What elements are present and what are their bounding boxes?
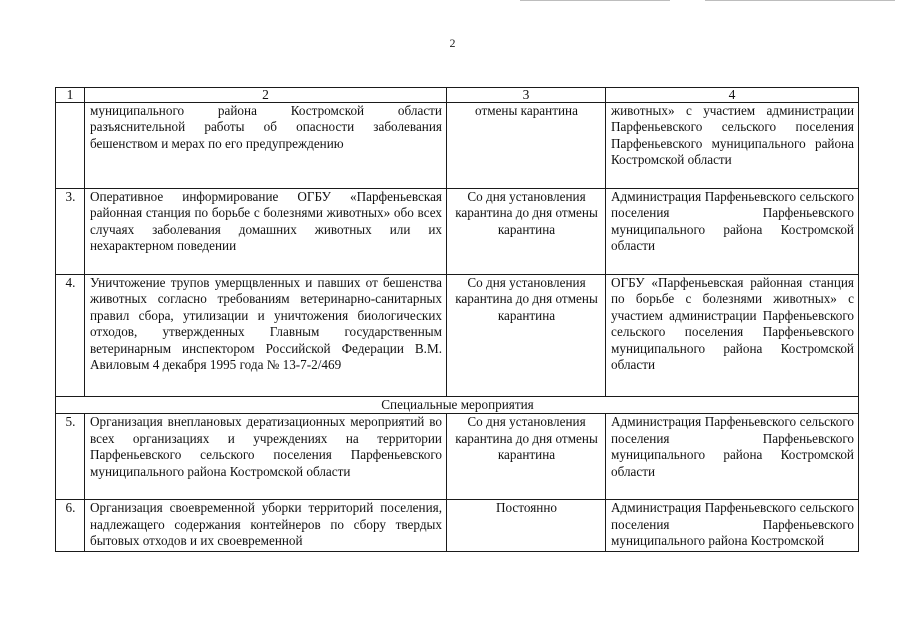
row-responsible: Администрация Парфеньевского сельского поселения Парфеньевского муниципального района Костромской области xyxy=(606,414,859,500)
row-action: Организация своевременной уборки территорий поселения, надлежащего содержания контейнеров по сбору твердых бытовых отходов и их своевременной xyxy=(85,500,447,552)
table-row xyxy=(56,189,859,275)
row-action: муниципального района Костромской области разъяснительной работы об опасности заболевания бешенством и мерах по его предупреждению xyxy=(85,103,447,189)
table-row xyxy=(56,103,859,189)
top-rule-2 xyxy=(705,0,895,1)
row-responsible: Администрация Парфеньевского сельского поселения Парфеньевского муниципального района Костромской области xyxy=(606,189,859,275)
table-header-row xyxy=(56,88,859,103)
row-term: Постоянно xyxy=(447,500,606,552)
column-header: 4 xyxy=(606,88,859,103)
measures-table xyxy=(55,87,859,552)
row-action: Оперативное информирование ОГБУ «Парфеньевская районная станция по борьбе с болезнями животных» обо всех случаях заболевания домашних животных или их нехарактерном поведении xyxy=(85,189,447,275)
table-row xyxy=(56,414,859,500)
top-rule-1 xyxy=(520,0,670,1)
row-term: Со дня установления карантина до дня отмены карантина xyxy=(447,189,606,275)
section-title: Специальные мероприятия xyxy=(56,397,859,414)
row-term: отмены карантина xyxy=(447,103,606,189)
row-responsible: животных» с участием администрации Парфеньевского сельского поселения Парфеньевского муниципального района Костромской области xyxy=(606,103,859,189)
column-header: 3 xyxy=(447,88,606,103)
section-row xyxy=(56,397,859,414)
row-number: 4. xyxy=(56,275,85,397)
row-action: Уничтожение трупов умерщвленных и павших от бешенства животных согласно требованиям ветеринарно-санитарных правил сбора, утилизации и уничтожения биологических отходов, утвержденных Главным государственным ветеринарным инспектором Российской Федерации В.М. Авиловым 4 декабря 1995 года № 13-7-2/469 xyxy=(85,275,447,397)
row-number: 6. xyxy=(56,500,85,552)
row-number: 5. xyxy=(56,414,85,500)
row-action: Организация внеплановых дератизационных мероприятий во всех организациях и учреждениях на территории Парфеньевского сельского поселения Парфеньевского муниципального района Костромской области xyxy=(85,414,447,500)
table-row xyxy=(56,275,859,397)
row-number: 3. xyxy=(56,189,85,275)
row-term: Со дня установления карантина до дня отмены карантина xyxy=(447,275,606,397)
row-responsible: ОГБУ «Парфеньевская районная станция по борьбе с болезнями животных» с участием администрации Парфеньевского сельского поселения Парфеньевского муниципального района Костромской области xyxy=(606,275,859,397)
row-responsible: Администрация Парфеньевского сельского поселения Парфеньевского муниципального района Костромской xyxy=(606,500,859,552)
row-term: Со дня установления карантина до дня отмены карантина xyxy=(447,414,606,500)
row-number xyxy=(56,103,85,189)
column-header: 2 xyxy=(85,88,447,103)
page-number: 2 xyxy=(449,36,456,50)
table-row xyxy=(56,500,859,552)
column-header: 1 xyxy=(56,88,85,103)
